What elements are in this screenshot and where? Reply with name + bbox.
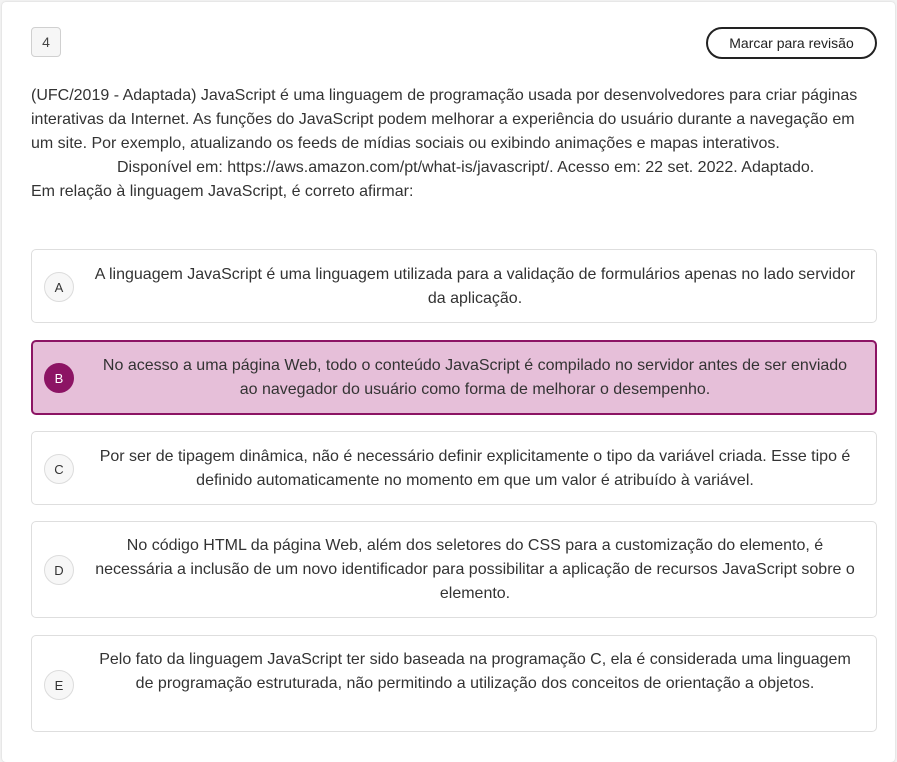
question-card — [2, 2, 895, 762]
question-stem — [31, 84, 879, 204]
option-text-c: Por ser de tipagem dinâmica, não é necessário definir explicitamente o tipo da variável criada. Esse tipo é definido automaticamente no momento em que um valor é atribuído à variável. — [99, 448, 851, 489]
option-text-a: A linguagem JavaScript é uma linguagem utilizada para a validação de formulários apenas no lado servidor da aplicação. — [94, 266, 856, 307]
stem-paragraph: (UFC/2019 - Adaptada) JavaScript é uma linguagem de programação usada por desenvolvedores para criar páginas interativas da Internet. As funções do JavaScript podem melhorar a experiência do usuário durante a navegação em um site. Por exemplo, atualizando os feeds de mídias sociais ou exibindo animações e mapas interativos. — [31, 87, 858, 152]
stem-prompt: Em relação à linguagem JavaScript, é correto afirmar: — [31, 183, 414, 200]
option-letter-d: D — [44, 555, 74, 585]
option-e[interactable] — [31, 635, 877, 732]
mark-for-review-button[interactable]: Marcar para revisão — [706, 27, 877, 59]
option-text-e: Pelo fato da linguagem JavaScript ter sido baseada na programação C, ela é considerada uma linguagem de programação estruturada, não permitindo a utilização dos conceitos de orientação a objetos. — [99, 651, 851, 692]
option-text-b: No acesso a uma página Web, todo o conteúdo JavaScript é compilado no servidor antes de ser enviado ao navegador do usuário como forma de melhorar o desempenho. — [102, 357, 848, 398]
question-number-badge: 4 — [31, 27, 61, 57]
option-letter-b: B — [44, 363, 74, 393]
option-b[interactable] — [31, 340, 877, 415]
option-letter-a: A — [44, 272, 74, 302]
option-letter-c: C — [44, 454, 74, 484]
option-a[interactable] — [31, 249, 877, 323]
option-d[interactable] — [31, 521, 877, 618]
stem-source: Disponível em: https://aws.amazon.com/pt/what-is/javascript/. Acesso em: 22 set. 2022. Adaptado. — [117, 159, 815, 176]
option-text-d: No código HTML da página Web, além dos seletores do CSS para a customização do elemento, é necessária a inclusão de um novo identificador para possibilitar a aplicação de recursos JavaScript sobre o elemento. — [95, 537, 855, 602]
option-c[interactable] — [31, 431, 877, 505]
option-letter-e: E — [44, 670, 74, 700]
